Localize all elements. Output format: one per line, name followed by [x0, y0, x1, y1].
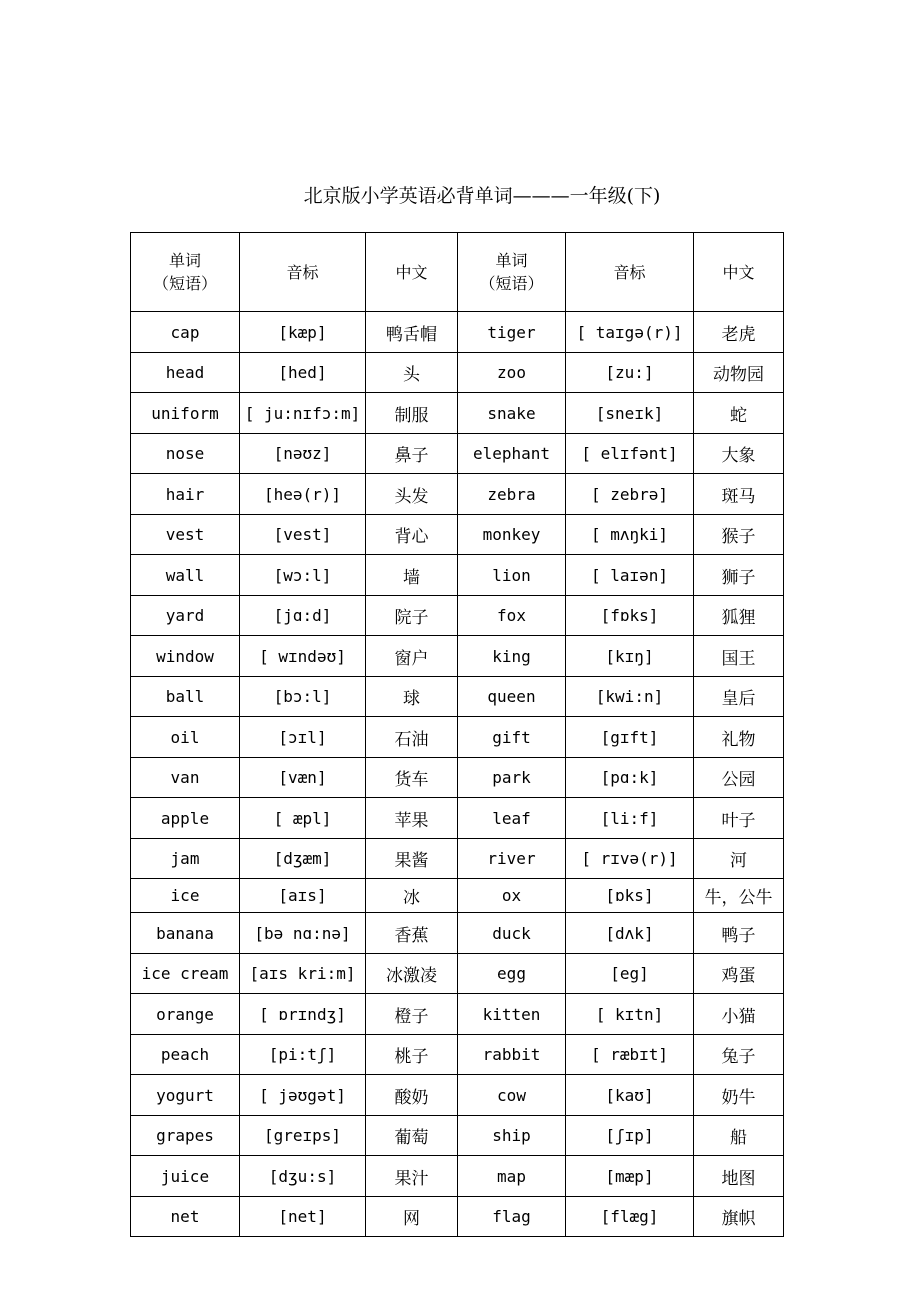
word-cell: ice cream: [131, 954, 240, 994]
phonetic-cell: [ jəʊgət]: [240, 1075, 366, 1116]
table-row: [131, 636, 784, 677]
header-chinese: 中文: [366, 233, 458, 312]
chinese-cell: 大象: [694, 434, 784, 474]
word-cell: egg: [458, 954, 566, 994]
phonetic-cell: [ elɪfənt]: [566, 434, 694, 474]
chinese-cell: 桃子: [366, 1035, 458, 1075]
word-cell: map: [458, 1156, 566, 1197]
chinese-cell: 河: [694, 839, 784, 879]
phonetic-cell: [aɪs]: [240, 879, 366, 913]
table-row: [131, 1116, 784, 1156]
chinese-cell: 葡萄: [366, 1116, 458, 1156]
header-word: 单词 （短语）: [458, 233, 566, 312]
chinese-cell: 狮子: [694, 555, 784, 596]
word-cell: king: [458, 636, 566, 677]
phonetic-cell: [flæg]: [566, 1197, 694, 1237]
chinese-cell: 制服: [366, 393, 458, 434]
word-cell: hair: [131, 474, 240, 515]
phonetic-cell: [ ɒrɪndʒ]: [240, 994, 366, 1035]
phonetic-cell: [eg]: [566, 954, 694, 994]
chinese-cell: 旗帜: [694, 1197, 784, 1237]
chinese-cell: 奶牛: [694, 1075, 784, 1116]
word-cell: cow: [458, 1075, 566, 1116]
word-cell: zoo: [458, 353, 566, 393]
word-cell: yogurt: [131, 1075, 240, 1116]
chinese-cell: 冰激凌: [366, 954, 458, 994]
table-row: [131, 555, 784, 596]
chinese-cell: 酸奶: [366, 1075, 458, 1116]
phonetic-cell: [ zebrə]: [566, 474, 694, 515]
table-row: [131, 1035, 784, 1075]
chinese-cell: 货车: [366, 758, 458, 798]
chinese-cell: 叶子: [694, 798, 784, 839]
table-row: [131, 1156, 784, 1197]
word-cell: window: [131, 636, 240, 677]
table-row: [131, 1197, 784, 1237]
table-row: [131, 717, 784, 758]
table-row: [131, 596, 784, 636]
table-row: [131, 994, 784, 1035]
word-cell: juice: [131, 1156, 240, 1197]
word-cell: monkey: [458, 515, 566, 555]
chinese-cell: 猴子: [694, 515, 784, 555]
phonetic-cell: [jɑ:d]: [240, 596, 366, 636]
phonetic-cell: [li:f]: [566, 798, 694, 839]
chinese-cell: 院子: [366, 596, 458, 636]
word-cell: jam: [131, 839, 240, 879]
word-cell: orange: [131, 994, 240, 1035]
chinese-cell: 鸭子: [694, 913, 784, 954]
chinese-cell: 石油: [366, 717, 458, 758]
word-cell: ball: [131, 677, 240, 717]
word-cell: van: [131, 758, 240, 798]
word-cell: ship: [458, 1116, 566, 1156]
word-cell: peach: [131, 1035, 240, 1075]
chinese-cell: 国王: [694, 636, 784, 677]
word-cell: apple: [131, 798, 240, 839]
phonetic-cell: [greɪps]: [240, 1116, 366, 1156]
vocabulary-table: [130, 232, 784, 1237]
chinese-cell: 香蕉: [366, 913, 458, 954]
table-row: [131, 913, 784, 954]
phonetic-cell: [ mʌŋki]: [566, 515, 694, 555]
word-cell: leaf: [458, 798, 566, 839]
word-cell: rabbit: [458, 1035, 566, 1075]
chinese-cell: 蛇: [694, 393, 784, 434]
word-cell: lion: [458, 555, 566, 596]
table-row: [131, 434, 784, 474]
chinese-cell: 果汁: [366, 1156, 458, 1197]
table-row: [131, 312, 784, 353]
word-cell: ice: [131, 879, 240, 913]
phonetic-cell: [aɪs kri:m]: [240, 954, 366, 994]
word-cell: elephant: [458, 434, 566, 474]
chinese-cell: 地图: [694, 1156, 784, 1197]
header-word: 单词 （短语）: [131, 233, 240, 312]
phonetic-cell: [dʌk]: [566, 913, 694, 954]
word-cell: fox: [458, 596, 566, 636]
chinese-cell: 墙: [366, 555, 458, 596]
chinese-cell: 头发: [366, 474, 458, 515]
chinese-cell: 动物园: [694, 353, 784, 393]
chinese-cell: 球: [366, 677, 458, 717]
phonetic-cell: [bə nɑ:nə]: [240, 913, 366, 954]
phonetic-cell: [ laɪən]: [566, 555, 694, 596]
phonetic-cell: [dʒu:s]: [240, 1156, 366, 1197]
table-row: [131, 758, 784, 798]
phonetic-cell: [ kɪtn]: [566, 994, 694, 1035]
phonetic-cell: [ æpl]: [240, 798, 366, 839]
phonetic-cell: [nəʊz]: [240, 434, 366, 474]
phonetic-cell: [hed]: [240, 353, 366, 393]
phonetic-cell: [kæp]: [240, 312, 366, 353]
word-cell: zebra: [458, 474, 566, 515]
phonetic-cell: [net]: [240, 1197, 366, 1237]
chinese-cell: 鼻子: [366, 434, 458, 474]
table-row: [131, 954, 784, 994]
phonetic-cell: [heə(r)]: [240, 474, 366, 515]
phonetic-cell: [vest]: [240, 515, 366, 555]
word-cell: oil: [131, 717, 240, 758]
table-row: [131, 353, 784, 393]
chinese-cell: 老虎: [694, 312, 784, 353]
word-cell: head: [131, 353, 240, 393]
word-cell: cap: [131, 312, 240, 353]
chinese-cell: 斑马: [694, 474, 784, 515]
phonetic-cell: [kaʊ]: [566, 1075, 694, 1116]
table-row: [131, 1075, 784, 1116]
chinese-cell: 狐狸: [694, 596, 784, 636]
word-cell: nose: [131, 434, 240, 474]
phonetic-cell: [bɔ:l]: [240, 677, 366, 717]
header-chinese: 中文: [694, 233, 784, 312]
chinese-cell: 皇后: [694, 677, 784, 717]
word-cell: banana: [131, 913, 240, 954]
page-title: 北京版小学英语必背单词———一年级(下): [303, 185, 661, 207]
word-cell: yard: [131, 596, 240, 636]
word-cell: net: [131, 1197, 240, 1237]
word-cell: gift: [458, 717, 566, 758]
word-cell: flag: [458, 1197, 566, 1237]
chinese-cell: 冰: [366, 879, 458, 913]
phonetic-cell: [væn]: [240, 758, 366, 798]
word-cell: duck: [458, 913, 566, 954]
chinese-cell: 网: [366, 1197, 458, 1237]
phonetic-cell: [kɪŋ]: [566, 636, 694, 677]
phonetic-cell: [mæp]: [566, 1156, 694, 1197]
phonetic-cell: [pi:tʃ]: [240, 1035, 366, 1075]
phonetic-cell: [ʃɪp]: [566, 1116, 694, 1156]
word-cell: grapes: [131, 1116, 240, 1156]
phonetic-cell: [ wɪndəʊ]: [240, 636, 366, 677]
table-row: [131, 839, 784, 879]
word-cell: uniform: [131, 393, 240, 434]
phonetic-cell: [gɪft]: [566, 717, 694, 758]
word-cell: wall: [131, 555, 240, 596]
word-cell: kitten: [458, 994, 566, 1035]
table-row: [131, 515, 784, 555]
phonetic-cell: [ rɪvə(r)]: [566, 839, 694, 879]
table-row: [131, 393, 784, 434]
phonetic-cell: [pɑ:k]: [566, 758, 694, 798]
table-row: [131, 798, 784, 839]
word-cell: snake: [458, 393, 566, 434]
word-cell: park: [458, 758, 566, 798]
chinese-cell: 兔子: [694, 1035, 784, 1075]
table-row: [131, 677, 784, 717]
word-cell: ox: [458, 879, 566, 913]
phonetic-cell: [zu:]: [566, 353, 694, 393]
word-cell: vest: [131, 515, 240, 555]
chinese-cell: 礼物: [694, 717, 784, 758]
phonetic-cell: [ɔɪl]: [240, 717, 366, 758]
phonetic-cell: [sneɪk]: [566, 393, 694, 434]
word-cell: tiger: [458, 312, 566, 353]
word-cell: river: [458, 839, 566, 879]
phonetic-cell: [wɔ:l]: [240, 555, 366, 596]
phonetic-cell: [ ræbɪt]: [566, 1035, 694, 1075]
phonetic-cell: [fɒks]: [566, 596, 694, 636]
chinese-cell: 橙子: [366, 994, 458, 1035]
chinese-cell: 背心: [366, 515, 458, 555]
header-phonetic: 音标: [566, 233, 694, 312]
chinese-cell: 果酱: [366, 839, 458, 879]
chinese-cell: 鸡蛋: [694, 954, 784, 994]
table-row: [131, 879, 784, 913]
header-row: [131, 233, 784, 312]
chinese-cell: 牛，公牛: [694, 879, 784, 913]
phonetic-cell: [ taɪgə(r)]: [566, 312, 694, 353]
chinese-cell: 鸭舌帽: [366, 312, 458, 353]
phonetic-cell: [dʒæm]: [240, 839, 366, 879]
header-phonetic: 音标: [240, 233, 366, 312]
chinese-cell: 公园: [694, 758, 784, 798]
chinese-cell: 小猫: [694, 994, 784, 1035]
phonetic-cell: [ ju:nɪfɔ:m]: [240, 393, 366, 434]
table-body: [131, 312, 784, 1237]
table-row: [131, 474, 784, 515]
chinese-cell: 苹果: [366, 798, 458, 839]
chinese-cell: 头: [366, 353, 458, 393]
phonetic-cell: [kwi:n]: [566, 677, 694, 717]
word-cell: queen: [458, 677, 566, 717]
chinese-cell: 窗户: [366, 636, 458, 677]
chinese-cell: 船: [694, 1116, 784, 1156]
phonetic-cell: [ɒks]: [566, 879, 694, 913]
